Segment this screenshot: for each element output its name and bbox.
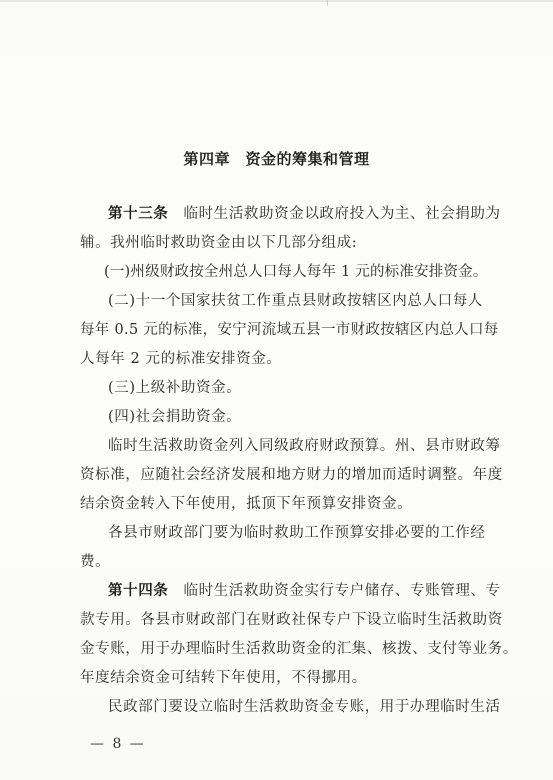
scan-mark — [327, 0, 328, 6]
article-13-label: 第十三条 — [108, 205, 169, 222]
article-13-item-4: (四)社会捐助资金。 — [108, 409, 242, 425]
article-13-para-2-line-2: 费。 — [80, 554, 111, 570]
article-13-item-2-line-2: 每年 0.5 元的标准，安宁河流域五县一市财政按辖区内总人口每 — [80, 322, 499, 338]
article-13-item-2-line-3: 人每年 2 元的标准安排资金。 — [80, 351, 282, 367]
article-13-para-1-line-2: 资标准，应随社会经济发展和地方财力的增加而适时调整。年度 — [80, 467, 503, 483]
article-13-text: 临时生活救助资金以政府投入为主、社会捐助为 — [183, 206, 501, 222]
scan-edge — [0, 0, 553, 2]
article-14-label: 第十四条 — [108, 582, 169, 599]
article-13-item-2-line-1: (二)十一个国家扶贫工作重点县财政按辖区内总人口每人 — [108, 293, 483, 309]
article-14-para-1-line-1: 民政部门要设立临时生活救助资金专账，用于办理临时生活 — [108, 699, 501, 715]
chapter-title: 第四章 资金的筹集和管理 — [183, 150, 370, 168]
article-13-line-2: 辅。我州临时救助资金由以下几部分组成: — [80, 235, 358, 251]
article-13-para-2-line-1: 各县市财政部门要为临时救助工作预算安排必要的工作经 — [108, 525, 486, 541]
article-13-para-1-line-3: 结余资金转入下年使用，抵顶下年预算安排资金。 — [80, 496, 413, 512]
page-number: — 8 — — [90, 736, 146, 752]
article-13-item-3: (三)上级补助资金。 — [108, 380, 242, 396]
article-13-first-line — [108, 205, 501, 223]
article-14-line-2: 款专用。各县市财政部门在财政社保专户下设立临时生活救助资 — [80, 612, 503, 628]
article-14-first-line — [108, 582, 501, 600]
article-14-text: 临时生活救助资金实行专户储存、专账管理、专 — [183, 583, 501, 599]
article-13-para-1-line-1: 临时生活救助资金列入同级政府财政预算。州、县市财政筹 — [108, 438, 501, 454]
article-14-line-4: 年度结余资金可结转下年使用，不得挪用。 — [80, 670, 367, 686]
article-14-line-3: 金专账，用于办理临时生活救助资金的汇集、核拨、支付等业务。 — [80, 641, 518, 657]
article-13-item-1: (一)州级财政按全州总人口每人每年 1 元的标准安排资金。 — [104, 264, 488, 280]
